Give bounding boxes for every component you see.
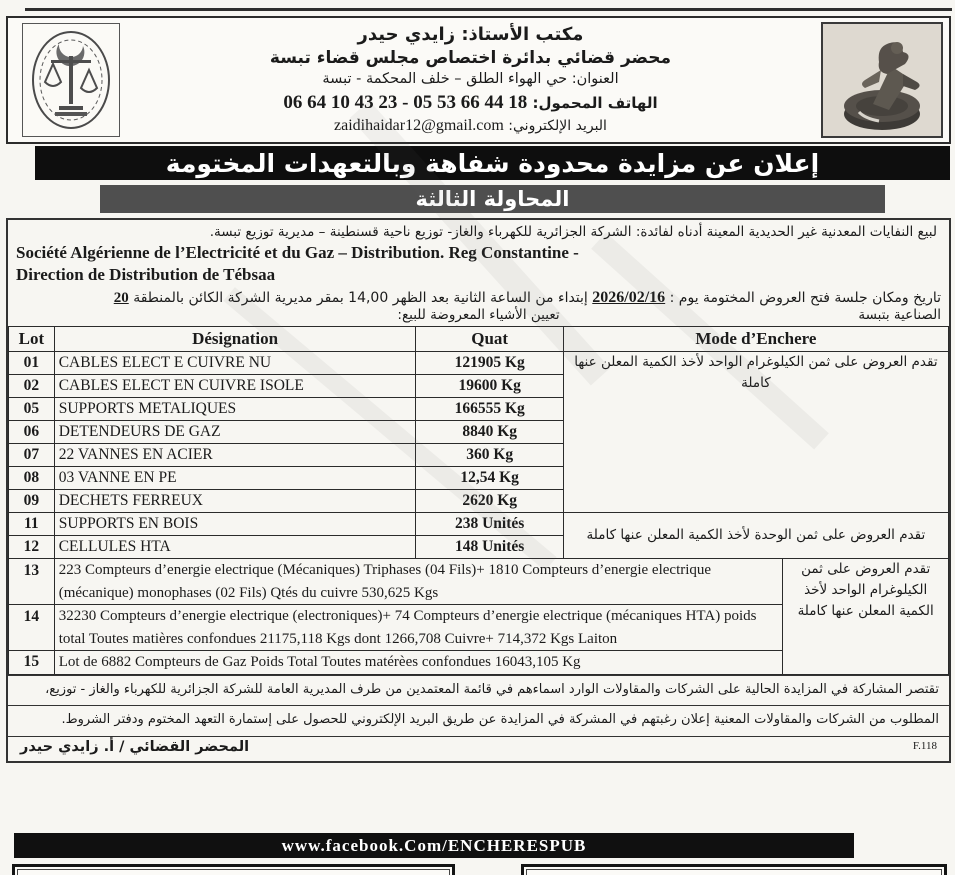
office-email-line [124, 115, 817, 137]
lot-qty: 121905 Kg [416, 352, 563, 375]
announcement-banner: إعلان عن مزايدة محدودة شفاهة وبالتعهدات المختومة [35, 146, 950, 180]
session-wrap-line [8, 307, 949, 326]
session-date-wrap: الصناعية بتبسة [858, 307, 941, 324]
header-designation: Désignation [54, 327, 416, 352]
lot-designation: 32230 Compteurs d’energie electrique (electroniques)+ 74 Compteurs d’energie electrique (mécaniques HTA) poids total Toutes matières confondues 21175,118 Kgs dont 1266,708 Cuivre+ 714,372 Kgs Laiton [54, 605, 783, 651]
letterhead-text [124, 18, 817, 142]
lots-table [8, 326, 949, 675]
bailiff-signature: المحضر القضائي / أ. زايدي حيدر [20, 739, 250, 756]
lot-designation: 03 VANNE EN PE [54, 467, 416, 490]
next-announcements-strip [12, 864, 947, 875]
lot-qty: 8840 Kg [416, 421, 563, 444]
email-address: zaidihaidar12@gmail.com [334, 117, 504, 135]
lot-number: 02 [9, 375, 55, 398]
office-subtitle: محضر قضائي بدائرة اختصاص مجلس قضاء تبسة [269, 48, 672, 69]
table-header-row [9, 327, 949, 352]
office-phone-line [124, 90, 817, 116]
office-title: مكتب الأستاذ: زايدي حيدر [357, 23, 584, 45]
justice-seal-frame [22, 23, 120, 137]
lot-designation: Lot de 6882 Compteurs de Gaz Poids Total Toutes matérèes confondues 16043,105 Kg [54, 651, 783, 675]
justice-seal-icon [29, 26, 113, 134]
lot-number: 07 [9, 444, 55, 467]
lot-designation: CELLULES HTA [54, 536, 416, 559]
lot-qty: 360 Kg [416, 444, 563, 467]
email-label: البريد الإلكتروني: [508, 118, 607, 135]
letterhead [6, 16, 951, 144]
lot-qty: 238 Unités [416, 513, 563, 536]
company-line-1: Société Algérienne de l’Electricité et du Gaz – Distribution. Reg Constantine - [16, 243, 579, 262]
lot-number: 09 [9, 490, 55, 513]
lot-designation: 22 VANNES EN ACIER [54, 444, 416, 467]
table-row [9, 559, 949, 605]
phone-label: الهاتف المحمول: [532, 93, 658, 112]
terms-paragraph-1: تقتصر المشاركة في المزايدة الحالية على الشركات والمقاولات الوارد اسماءهم في قائمة المعتمدين من طرف المديرية العامة للشركة الجزائرية للكهرباء والغاز - توزيع، [8, 675, 949, 706]
lot-designation: CABLES ELECT EN CUIVRE ISOLE [54, 375, 416, 398]
header-lot: Lot [9, 327, 55, 352]
lot-number: 15 [9, 651, 55, 675]
signature-row [8, 736, 949, 761]
cut-off-box-left [12, 864, 455, 875]
lot-number: 01 [9, 352, 55, 375]
facebook-banner: www.facebook.Com/ENCHERESPUB [14, 833, 854, 858]
attempt-banner: المحاولة الثالثة [100, 185, 885, 213]
gavel-icon [829, 26, 935, 134]
session-date-prefix: تاريخ ومكان جلسة فتح العروض المختومة يوم : [669, 290, 941, 307]
top-rule [25, 8, 952, 11]
lot-number: 06 [9, 421, 55, 444]
mode-per-kg-counters: تقدم العروض على ثمن الكيلوغرام الواحد لأخذ الكمية المعلن عنها كاملة [783, 559, 949, 675]
lot-number: 12 [9, 536, 55, 559]
intro-line: لبيع النفايات المعدنية غير الحديدية المعينة أدناه لفائدة: الشركة الجزائرية للكهرباء والغاز- توزيع ناحية قسنطينة – مديرية توزيع تبسة. [209, 224, 937, 240]
lot-designation: 223 Compteurs d’energie electrique (Mécaniques) Triphases (04 Fils)+ 1810 Compteurs d’energie electrique (mécanique) monophases (02 Fils) Qtés du cuivre 530,625 Kgs [54, 559, 783, 605]
lot-designation: DECHETS FERREUX [54, 490, 416, 513]
table-row [9, 513, 949, 536]
mode-per-unit: تقدم العروض على ثمن الوحدة لأخذ الكمية المعلن عنها كاملة [563, 513, 948, 559]
lot-qty: 148 Unités [416, 536, 563, 559]
phone-numbers: 06 64 10 43 23 - 05 53 66 44 18 [283, 91, 528, 113]
lot-number: 13 [9, 559, 55, 605]
session-date-middle: إبتداء من الساعة الثانية بعد الظهر 14,00 بمقر مديرية الشركة الكائن بالمنطقة [133, 290, 588, 307]
gavel-photo-frame [821, 22, 943, 138]
lot-designation: CABLES ELECT E CUIVRE NU [54, 352, 416, 375]
company-line-2: Direction de Distribution de Tébsaa [16, 265, 276, 285]
announcement-body [6, 218, 951, 763]
designation-label: تعيين الأشياء المعروضة للبيع: [397, 307, 560, 324]
lot-designation: SUPPORTS EN BOIS [54, 513, 416, 536]
lot-qty: 19600 Kg [416, 375, 563, 398]
mode-per-kg: تقدم العروض على ثمن الكيلوغرام الواحد لأخذ الكمية المعلن عنها كاملة [563, 352, 948, 513]
lot-designation: DETENDEURS DE GAZ [54, 421, 416, 444]
lot-number: 14 [9, 605, 55, 651]
cut-off-box-right [521, 864, 947, 875]
lot-qty: 12,54 Kg [416, 467, 563, 490]
lot-number: 08 [9, 467, 55, 490]
session-date-line [8, 287, 949, 307]
spacer [16, 307, 397, 323]
lot-designation: SUPPORTS METALIQUES [54, 398, 416, 421]
lot-qty: 2620 Kg [416, 490, 563, 513]
terms-paragraph-2: المطلوب من الشركات والمقاولات المعنية إعلان رغبتهم في المشركة في المزايدة عن طريق البريد الإلكتروني للحصول على إستمارة التعهد المختوم ودفتر الشروط. [8, 705, 949, 736]
session-date-tail: 20 [113, 290, 129, 307]
session-date: 2026/02/16 [592, 289, 666, 307]
lot-qty: 166555 Kg [416, 398, 563, 421]
lot-number: 05 [9, 398, 55, 421]
office-address: العنوان: حي الهواء الطلق – خلف المحكمة - تبسة [322, 71, 619, 88]
header-qty: Quat [416, 327, 563, 352]
form-reference: F.118 [912, 740, 937, 753]
lot-number: 11 [9, 513, 55, 536]
header-mode: Mode d’Enchere [563, 327, 948, 352]
table-row [9, 352, 949, 375]
company-block [8, 241, 949, 287]
